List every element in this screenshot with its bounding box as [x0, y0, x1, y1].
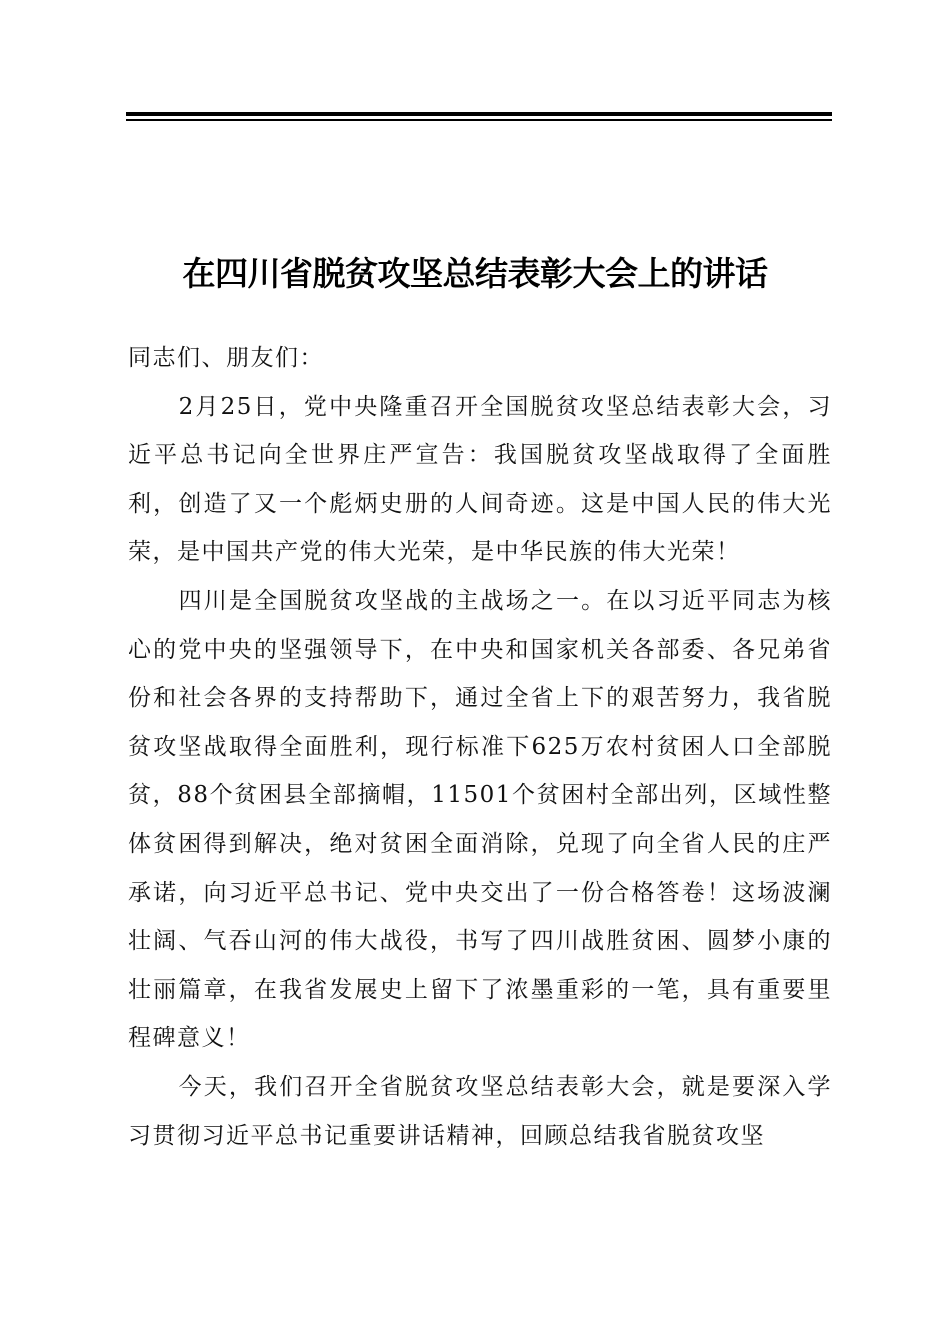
document-title: 在四川省脱贫攻坚总结表彰大会上的讲话 — [182, 254, 768, 294]
header-double-rule-thin — [126, 119, 832, 121]
paragraph-3: 今天，我们召开全省脱贫攻坚总结表彰大会，就是要深入学习贯彻习近平总书记重要讲话精神，回顾总结我省脱贫攻坚 — [128, 1073, 832, 1149]
salutation: 同志们、朋友们： — [128, 345, 324, 371]
header-double-rule-thick — [126, 112, 832, 116]
document-body — [128, 334, 832, 1160]
paragraph-2: 四川是全国脱贫攻坚战的主战场之一。在以习近平同志为核心的党中央的坚强领导下，在中央和国家机关各部委、各兄弟省份和社会各界的支持帮助下，通过全省上下的艰苦努力，我省脱贫攻坚战取得全面胜利，现行标准下625万农村贫困人口全部脱贫，88个贫困县全部摘帽，11501个贫困村全部出列，区域性整体贫困得到解决，绝对贫困全面消除，兑现了向全省人民的庄严承诺，向习近平总书记、党中央交出了一份合格答卷！这场波澜壮阔、气吞山河的伟大战役，书写了四川战胜贫困、圆梦小康的壮丽篇章，在我省发展史上留下了浓墨重彩的一笔，具有重要里程碑意义！ — [128, 587, 832, 1052]
paragraph-1: 2月25日，党中央隆重召开全国脱贫攻坚总结表彰大会，习近平总书记向全世界庄严宣告：我国脱贫攻坚战取得了全面胜利，创造了又一个彪炳史册的人间奇迹。这是中国人民的伟大光荣，是中国共产党的伟大光荣，是中华民族的伟大光荣！ — [128, 393, 832, 566]
